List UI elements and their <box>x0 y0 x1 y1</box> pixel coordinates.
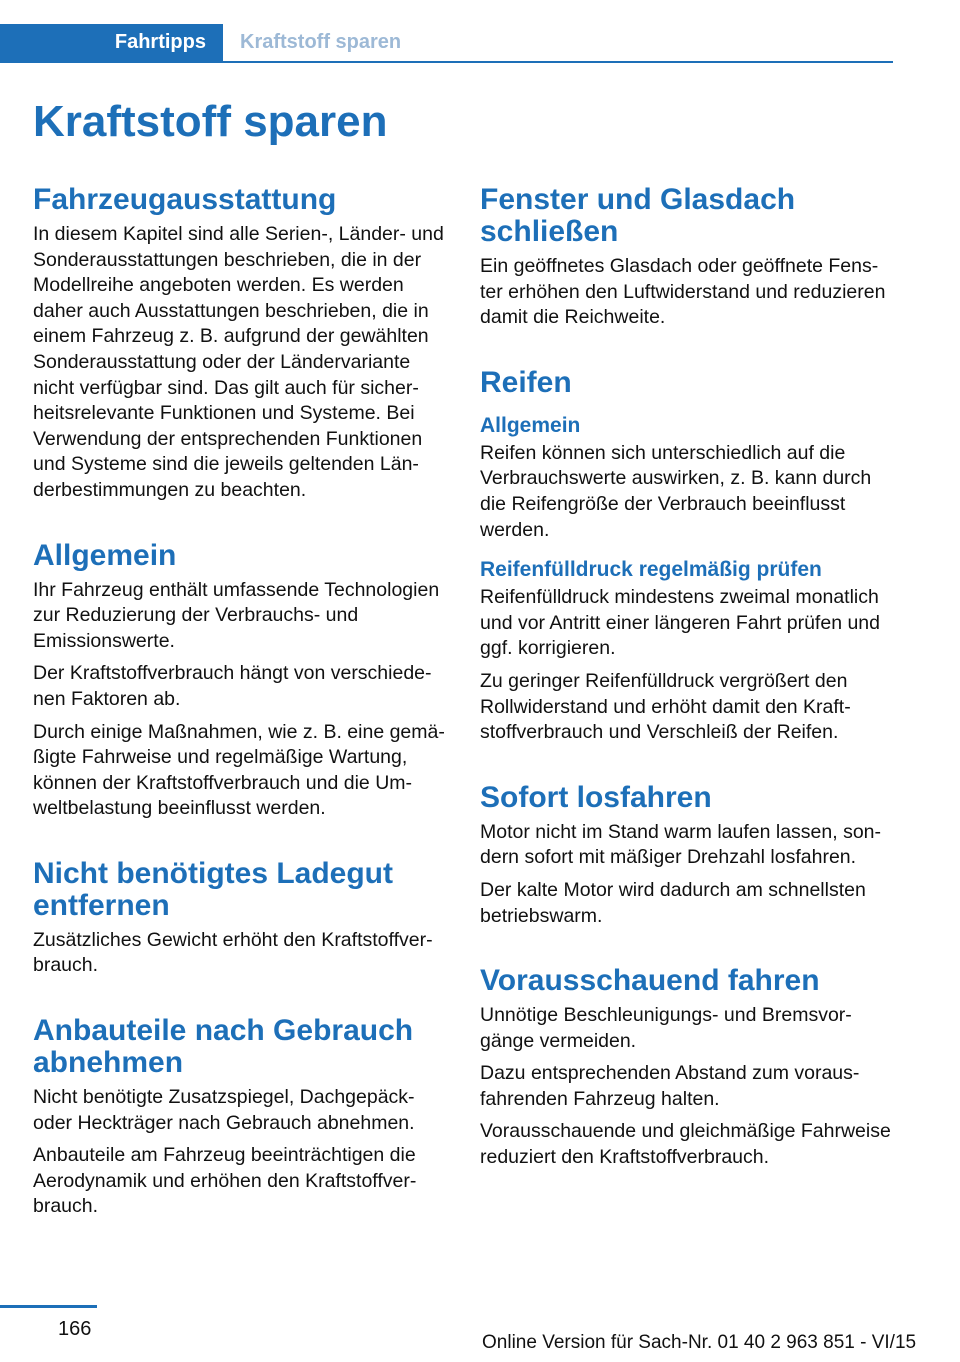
footer-version-text: Online Version für Sach-Nr. 01 40 2 963 851 - VI/15 <box>482 1332 917 1353</box>
paragraph: Ein geöffnetes Glasdach oder geöffnete Fenster erhöhen den Luftwiderstand und reduzieren damit die Reichweite. <box>480 255 886 329</box>
section-heading: Fenster und Glasdach schließen <box>480 183 796 248</box>
section-heading: Nicht benötigtes Ladegut entfernen <box>33 856 393 922</box>
footer-divider <box>0 1305 97 1308</box>
section-ladegut <box>33 858 447 979</box>
paragraph: Vorausschauende und gleichmäßige Fahrweise reduziert den Kraftstoffverbrauch. <box>480 1120 891 1169</box>
section-reifen <box>480 367 894 746</box>
paragraph: Der kalte Motor wird dadurch am schnellsten betriebswarm. <box>480 878 866 927</box>
paragraph: Dazu entsprechenden Abstand zum vorausfahrenden Fahrzeug halten. <box>480 1062 860 1110</box>
paragraph: Ihr Fahrzeug enthält umfassende Technologien zur Reduzierung der Verbrauchs- und Emissionswerte. <box>33 578 440 652</box>
section-allgemein <box>33 540 447 822</box>
section-heading: Anbauteile nach Gebrauch abnehmen <box>33 1014 414 1080</box>
page-number: 166 <box>58 1318 92 1340</box>
section-anbauteile <box>33 1015 447 1220</box>
paragraph: In diesem Kapitel sind alle Serien-, Länder- und Sonderausstattungen beschrieben, die in der Modellreihe angeboten werden. Es werden daher auch Ausstattungen beschrieben, die in einem Fahrzeug z. B. aufgrund der gewählten Sonderausstattung oder der Ländervariante nicht verfügbar sind. Das gilt auch für sicherheitsrelevante Funktionen und Systeme. Bei Verwendung der entsprechenden Funktionen und Systeme sind die jeweils geltenden Länderbestimmungen zu beachten. <box>33 223 444 501</box>
section-sofort-losfahren <box>480 782 894 929</box>
section-tab: Kraftstoff sparen <box>240 31 402 53</box>
chapter-tab: Fahrtipps <box>0 24 223 61</box>
section-heading: Reifen <box>480 365 572 399</box>
right-column <box>480 184 894 1178</box>
paragraph: Unnötige Beschleunigungs- und Bremsvorgänge vermeiden. <box>480 1004 852 1052</box>
page-title: Kraftstoff sparen <box>33 97 388 146</box>
paragraph: Durch einige Maßnahmen, wie z. B. eine gemäßigte Fahrweise und regelmäßige Wartung, können der Kraftstoffverbrauch und die Umweltbelastung beeinflusst werden. <box>33 720 445 820</box>
paragraph: Reifen können sich unterschiedlich auf die Verbrauchswerte auswirken, z. B. kann durch die Reifengröße der Verbrauch beeinflusst werden. <box>480 441 872 541</box>
paragraph: Nicht benötigte Zusatzspiegel, Dachgepäck- oder Heckträger nach Gebrauch abnehmen. <box>33 1086 415 1134</box>
section-heading: Fahrzeugausstattung <box>33 183 337 216</box>
subsection-heading: Allgemein <box>480 413 581 437</box>
section-heading: Allgemein <box>33 538 177 572</box>
paragraph: Zusätzliches Gewicht erhöht den Kraftstoffverbrauch. <box>33 928 433 977</box>
paragraph: Der Kraftstoffverbrauch hängt von verschiedenen Faktoren ab. <box>33 662 432 710</box>
paragraph: Anbauteile am Fahrzeug beeinträchtigen die Aerodynamik und erhöhen den Kraftstoffverbrauch. <box>33 1144 417 1218</box>
section-vorausschauend <box>480 965 894 1171</box>
section-fenster-glasdach <box>480 184 894 331</box>
paragraph: Zu geringer Reifenfülldruck vergrößert den Rollwiderstand und erhöht damit den Kraftstoffverbrauch und Verschleiß der Reifen. <box>480 669 851 744</box>
section-heading: Vorausschauend fahren <box>480 964 820 998</box>
section-heading: Sofort losfahren <box>480 780 712 814</box>
left-column <box>33 184 447 1227</box>
paragraph: Reifenfülldruck mindestens zweimal monatlich und vor Antritt einer längeren Fahrt prüfen und ggf. korrigieren. <box>480 586 880 660</box>
section-fahrzeugausstattung <box>33 184 447 504</box>
subsection-heading: Reifenfülldruck regelmäßig prüfen <box>480 558 822 582</box>
paragraph: Motor nicht im Stand warm laufen lassen, sondern sofort mit mäßiger Drehzahl losfahren. <box>480 820 882 869</box>
header-bar <box>0 24 893 63</box>
